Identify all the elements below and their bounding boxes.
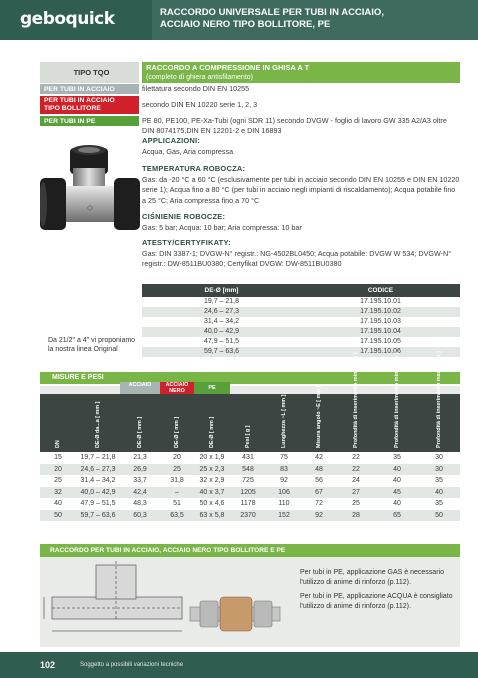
table-cell: 33,7 <box>133 477 147 484</box>
table-row: 59,7 – 63,6 17.195.10.06 <box>142 347 460 357</box>
page-header <box>0 0 478 40</box>
table-cell: 42 <box>315 454 323 461</box>
table-cell: 25 <box>173 465 181 473</box>
table-cell: 63,5 <box>170 511 184 519</box>
footer-disclaimer: Soggetto a possibili variazioni tecniche <box>80 662 184 668</box>
table-cell: 50 <box>435 511 443 519</box>
svg-text:◇: ◇ <box>86 203 94 212</box>
original-line-note: Da 21/2" a 4" vi proponiamo la nostra linea Original <box>48 337 136 353</box>
table-row: 47,9 – 51,5 17.195.10.05 <box>203 338 401 345</box>
steel-row: PER TUBI IN ACCIAIO filettatura secondo DIN EN 10255 <box>40 84 460 94</box>
table-cell: 32 x 2,9 <box>199 477 225 484</box>
table-cell: 106 <box>278 488 290 496</box>
table-cell: 60,3 <box>133 511 147 519</box>
group-black-steel: ACCIAIO NERO <box>160 382 194 394</box>
table-cell: 22 <box>352 465 360 473</box>
table-row: 24,6 – 27,3 17.195.10.02 <box>142 307 460 317</box>
table-cell: 152 <box>278 511 290 519</box>
group-pe: PE <box>194 382 230 394</box>
table-row <box>40 510 460 522</box>
codes-table-header: DE-Ø [mm] CODICE <box>142 284 460 297</box>
table-cell: 548 <box>242 465 254 473</box>
table-row <box>40 452 460 464</box>
table-cell: 26,9 <box>133 465 147 473</box>
product-type-label: TIPO TQO <box>40 62 139 83</box>
table-cell: 48,3 <box>133 500 147 507</box>
table-cell: 20 <box>54 465 62 473</box>
pe-row: PER TUBI IN PE PE 80, PE100, PE-Xa-Tubi (ogni SDR 11) secondo DVGW - foglio di lavoro GW 335 A2/A3 oltre DIN 8074175,DIN EN 12201-2 e DIN 16893 <box>40 116 460 136</box>
table-cell: 40 x 3,7 <box>199 488 225 496</box>
table-cell: 725 <box>242 477 254 484</box>
table-cell: 20 <box>173 454 181 461</box>
table-cell: 40,0 – 42,9 <box>80 488 116 496</box>
table-cell: 48 <box>315 465 323 473</box>
table-cell: 35 <box>435 477 443 484</box>
table-cell: 20 x 1,9 <box>199 454 225 461</box>
table-cell: 24,6 – 27,3 <box>80 465 116 473</box>
table-cell: 31,4 – 34,2 <box>80 477 116 484</box>
table-cell: 30 <box>435 465 443 473</box>
table-row: 40,0 – 42,9 17.195.10.04 <box>142 327 460 337</box>
table-cell: 50 x 4,6 <box>199 500 225 507</box>
table-cell: 24 <box>352 477 360 484</box>
table-cell: 59,7 – 63,6 <box>80 511 116 519</box>
table-row <box>40 475 460 487</box>
table-row <box>40 487 460 499</box>
table-cell: 92 <box>315 511 323 519</box>
table-cell: 25 x 2,3 <box>199 465 225 473</box>
table-cell: 40 <box>54 500 62 507</box>
table-cell: 56 <box>315 477 323 484</box>
measures-title: MISURE E PESI <box>40 372 460 384</box>
table-cell: 35 <box>435 500 443 507</box>
table-row <box>40 464 460 476</box>
table-cell: 75 <box>280 454 288 461</box>
table-cell: 42,4 <box>133 488 147 496</box>
table-cell: 2370 <box>240 511 256 519</box>
table-cell: 40 <box>435 488 443 496</box>
table-cell: 40 <box>393 500 401 507</box>
applications-section: APPLICAZIONI: Acqua, Gas, Aria compressa <box>142 136 234 156</box>
product-type-row <box>40 62 460 83</box>
table-cell: 21,3 <box>133 454 147 461</box>
page-number: 102 <box>0 652 70 678</box>
table-cell: 50 <box>54 511 62 519</box>
table-cell: 25 <box>54 477 62 484</box>
table-cell: 40 <box>393 477 401 484</box>
table-cell: 51 <box>173 500 181 507</box>
certificates-section: ATESTY/CERTYFIKATY: Gas: DIN 3387-1; DVGW-N° registr.: NG-4502BL0450; Acqua potabile: DVGW W 534; DVGW-N° registr.: DW-8511BU0380; Certyfikat DVGW: DW-8511BU0380 <box>142 238 452 268</box>
table-row: 19,7 – 21,8 17.195.10.01 <box>203 298 401 305</box>
table-row <box>40 498 460 510</box>
table-cell: 83 <box>280 465 288 473</box>
codes-table <box>142 284 460 357</box>
table-cell: 72 <box>315 500 323 507</box>
table-cell: 45 <box>393 488 401 496</box>
table-cell: 25 <box>352 500 360 507</box>
pressure-section: CIŚNIENIE ROBOCZE: Gas: 5 bar; Acqua: 10 bar; Aria compressa: 10 bar <box>142 212 302 232</box>
table-cell: 47,9 – 51,5 <box>80 500 116 507</box>
table-cell: 31,8 <box>170 477 184 484</box>
table-cell: 15 <box>54 454 62 461</box>
table-cell: 35 <box>393 454 401 461</box>
table-cell: 40 <box>393 465 401 473</box>
table-cell: 30 <box>435 454 443 461</box>
page-title: RACCORDO UNIVERSALE PER TUBI IN ACCIAIO, ACCIAIO NERO TIPO BOLLITORE, PE <box>152 0 478 40</box>
table-cell: 110 <box>278 500 290 507</box>
product-type-value: RACCORDO A COMPRESSIONE IN GHISA A T (completo di ghiera antisfilamento) <box>142 62 460 83</box>
table-cell: 92 <box>280 477 288 484</box>
table-cell: 32 <box>54 488 62 496</box>
table-cell: 1178 <box>240 500 256 507</box>
table-cell: 431 <box>242 454 254 461</box>
table-cell: – <box>175 488 179 496</box>
measures-table-header: DN DE-Ø da...a [ mm ] DE-Ø [ mm ] DE-Ø [ mm ] DE-Ø [ mm ] Pesi [ g ] Lunghezza ~L [ mm ] Misura angolo ~E [ mm ] Profondità di inserimento min. [ mm ] Profondità di inserimento min. [ mm ] Profondità di inserimento max. [ mm ] <box>40 394 460 452</box>
table-cell: 28 <box>352 511 360 519</box>
table-cell: 63 x 5,8 <box>199 511 225 519</box>
table-cell: 27 <box>352 488 360 496</box>
temperature-section: TEMPERATURA ROBOCZA: Gas: da -20 °C a 60 °C (esclusivamente per tubi in acciaio secondo DIN EN 10255 e DIN EN 10220 serie 1); Acqua fino a 80 °C (per tubi in acciaio negli impianti di riscaldamento); Acqua potabile fino a 25 °C; Aria compressa fino a 70 °C <box>142 164 460 205</box>
tee-fitting-image <box>40 138 140 278</box>
table-cell: 19,7 – 21,8 <box>80 454 116 461</box>
table-cell: 22 <box>352 454 360 461</box>
page-footer <box>0 652 478 678</box>
bottom-section-title: RACCORDO PER TUBI IN ACCIAIO, ACCIAIO NERO TIPO BOLLITORE E PE <box>40 544 460 557</box>
black-steel-row: PER TUBI IN ACCIAIO TIPO BOLLITORE secondo DIN EN 10220 serie 1, 2, 3 <box>40 96 460 114</box>
table-cell: 67 <box>315 488 323 496</box>
reinforcement-notes: Per tubi in PE, applicazione GAS è necessario l'utilizzo di anime di rinforzo (p.112). Per tubi in PE, applicazione ACQUA è consigliato l'utilizzo di anime di rinforzo (p.112). <box>300 569 453 610</box>
table-row: 31,4 – 34,2 17.195.10.03 <box>203 318 401 325</box>
table-cell: 65 <box>393 511 401 519</box>
table-cell: 1205 <box>240 488 256 496</box>
brand-logo: geboquick <box>0 0 152 40</box>
group-steel: ACCIAIO <box>120 382 160 394</box>
